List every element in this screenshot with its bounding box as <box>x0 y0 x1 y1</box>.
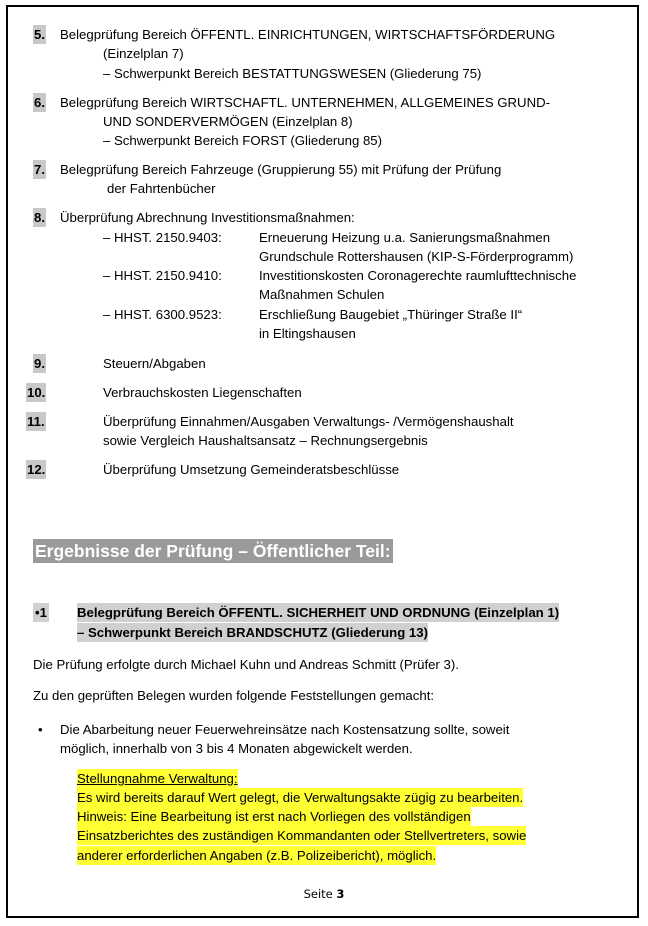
investment-label: – HHST. 2150.9410: <box>103 268 222 283</box>
item-number: 6. <box>34 95 45 110</box>
item-text: Belegprüfung Bereich Fahrzeuge (Gruppierung 55) mit Prüfung der Prüfung <box>60 162 502 177</box>
investment-label: – HHST. 2150.9403: <box>103 230 222 245</box>
item-text: Belegprüfung Bereich ÖFFENTL. EINRICHTUNGEN, WIRTSCHAFTSFÖRDERUNG <box>60 27 556 42</box>
investment-label: – HHST. 6300.9523: <box>103 307 222 322</box>
statement-line: anderer erforderlichen Angaben (z.B. Polizeibericht), möglich. <box>77 848 437 863</box>
investment-desc: in Eltingshausen <box>259 326 356 341</box>
bullet-icon: • <box>38 722 43 737</box>
statement-line: Es wird bereits darauf Wert gelegt, die Verwaltungsakte zügig zu bearbeiten. <box>77 790 524 805</box>
item-number: 10. <box>27 385 46 400</box>
item-text: der Fahrtenbücher <box>107 181 216 196</box>
item-number: 5. <box>34 27 45 42</box>
statement-line: Hinweis: Eine Bearbeitung ist erst nach Vorliegen des vollständigen <box>77 809 471 824</box>
item-number: 12. <box>27 462 46 477</box>
item-text: Verbrauchskosten Liegenschaften <box>103 385 302 400</box>
result-title: – Schwerpunkt Bereich BRANDSCHUTZ (Gliederung 13) <box>77 625 428 640</box>
result-title: Belegprüfung Bereich ÖFFENTL. SICHERHEIT UND ORDNUNG (Einzelplan 1) <box>77 605 560 620</box>
footer-label: Seite <box>303 887 333 901</box>
paragraph: Zu den geprüften Belegen wurden folgende Feststellungen gemacht: <box>33 688 435 703</box>
item-text: UND SONDERVERMÖGEN (Einzelplan 8) <box>103 114 353 129</box>
investment-desc: Erschließung Baugebiet „Thüringer Straße II“ <box>259 307 523 322</box>
item-text: Belegprüfung Bereich WIRTSCHAFTL. UNTERNEHMEN, ALLGEMEINES GRUND- <box>60 95 551 110</box>
item-number: 7. <box>34 162 45 177</box>
investment-desc: Erneuerung Heizung u.a. Sanierungsmaßnahmen <box>259 230 551 245</box>
item-text: sowie Vergleich Haushaltsansatz – Rechnungsergebnis <box>103 433 428 448</box>
paragraph: Die Prüfung erfolgte durch Michael Kuhn und Andreas Schmitt (Prüfer 3). <box>33 657 459 672</box>
statement-title: Stellungnahme Verwaltung: <box>77 771 238 786</box>
item-text: Überprüfung Einnahmen/Ausgaben Verwaltungs- /Vermögenshaushalt <box>103 414 514 429</box>
item-text: (Einzelplan 7) <box>103 46 184 61</box>
item-number: 9. <box>34 356 45 371</box>
statement-line: Einsatzberichtes des zuständigen Kommandanten oder Stellvertreters, sowie <box>77 828 527 843</box>
investment-desc: Grundschule Rottershausen (KIP-S-Förderprogramm) <box>259 249 574 264</box>
item-number: 11. <box>27 414 45 429</box>
page-footer <box>0 886 648 902</box>
item-text: Überprüfung Umsetzung Gemeinderatsbeschlüsse <box>103 462 400 477</box>
bullet-text: Die Abarbeitung neuer Feuerwehreinsätze nach Kostensatzung sollte, soweit <box>60 722 510 737</box>
item-text: Steuern/Abgaben <box>103 356 206 371</box>
item-subtext: – Schwerpunkt Bereich BESTATTUNGSWESEN (Gliederung 75) <box>103 66 482 81</box>
result-number: •1 <box>35 605 47 620</box>
investment-desc: Investitionskosten Coronagerechte raumlufttechnische <box>259 268 577 283</box>
item-text: Überprüfung Abrechnung Investitionsmaßnahmen: <box>60 210 355 225</box>
item-subtext: – Schwerpunkt Bereich FORST (Gliederung 85) <box>103 133 383 148</box>
section-heading: Ergebnisse der Prüfung – Öffentlicher Teil: <box>35 541 391 561</box>
investment-desc: Maßnahmen Schulen <box>259 287 385 302</box>
bullet-text: möglich, innerhalb von 3 bis 4 Monaten abgewickelt werden. <box>60 741 413 756</box>
item-number: 8. <box>34 210 45 225</box>
page-number: 3 <box>336 887 345 901</box>
